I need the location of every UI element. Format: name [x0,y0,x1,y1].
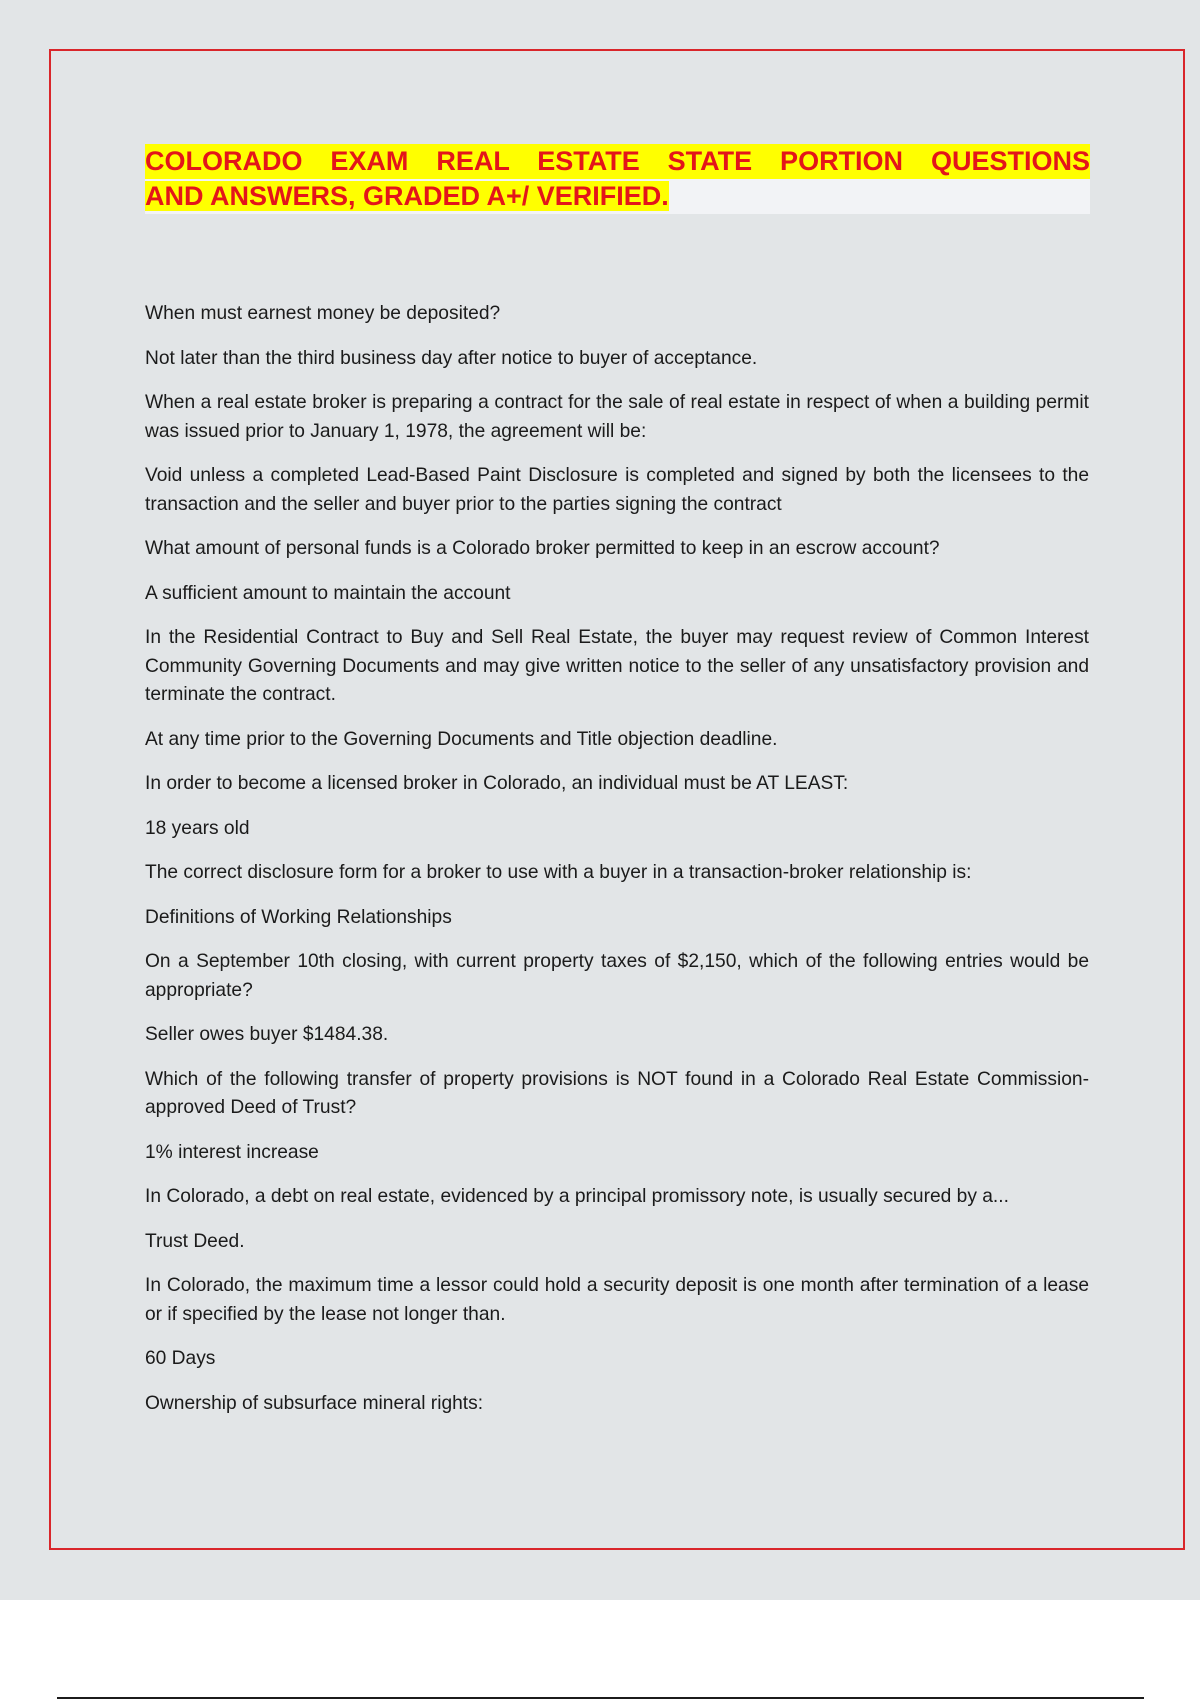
answer-text: Seller owes buyer $1484.38. [145,1024,389,1045]
question-text: Ownership of subsurface mineral rights: [145,1392,484,1414]
footer-rule [57,1697,1144,1699]
answer-text: A sufficient amount to maintain the account [145,582,511,604]
answer-text: 60 Days [145,1348,216,1369]
answer-text: 18 years old [145,817,250,839]
answer-text: Trust Deed. [145,1230,245,1252]
title-line-2-wrap [145,179,1090,214]
question-text: In Colorado, the maximum time a lessor could hold a security deposit is one month after termination of a lease or if specified by the lease not longer than. [145,1275,1089,1325]
question-text: In Colorado, a debt on real estate, evidenced by a principal promissory note, is usually secured by a... [145,1186,1009,1207]
title-line-1: COLORADO EXAM REAL ESTATE STATE PORTION QUESTIONS [145,144,1090,179]
document-title [145,144,1090,214]
question-text: The correct disclosure form for a broker to use with a buyer in a transaction-broker relationship is: [145,862,972,883]
question-text: What amount of personal funds is a Colorado broker permitted to keep in an escrow account? [145,538,940,559]
answer-text: Void unless a completed Lead-Based Paint Disclosure is completed and signed by both the licensees to the transaction and the seller and buyer prior to the parties signing the contract [145,465,1089,515]
answer-text: At any time prior to the Governing Documents and Title objection deadline. [145,728,778,750]
question-text: In order to become a licensed broker in Colorado, an individual must be AT LEAST: [145,773,849,794]
title-line-2: AND ANSWERS, GRADED A+/ VERIFIED. [145,181,669,211]
question-text: On a September 10th closing, with current property taxes of $2,150, which of the following entries would be appropriate? [145,951,1089,1001]
question-text: Which of the following transfer of property provisions is NOT found in a Colorado Real Estate Commission-approved Deed of Trust? [145,1068,1089,1118]
question-text: When a real estate broker is preparing a contract for the sale of real estate in respect of when a building permit was issued prior to January 1, 1978, the agreement will be: [145,392,1089,442]
answer-text: Not later than the third business day after notice to buyer of acceptance. [145,347,758,369]
question-answer-list [145,300,1089,1434]
question-text: In the Residential Contract to Buy and Sell Real Estate, the buyer may request review of Common Interest Community Governing Documents and may give written notice to the seller of any unsatisfactory provision and terminate the contract. [145,627,1089,705]
answer-text: Definitions of Working Relationships [145,906,452,928]
question-text: When must earnest money be deposited? [145,303,501,324]
answer-text: 1% interest increase [145,1141,319,1163]
